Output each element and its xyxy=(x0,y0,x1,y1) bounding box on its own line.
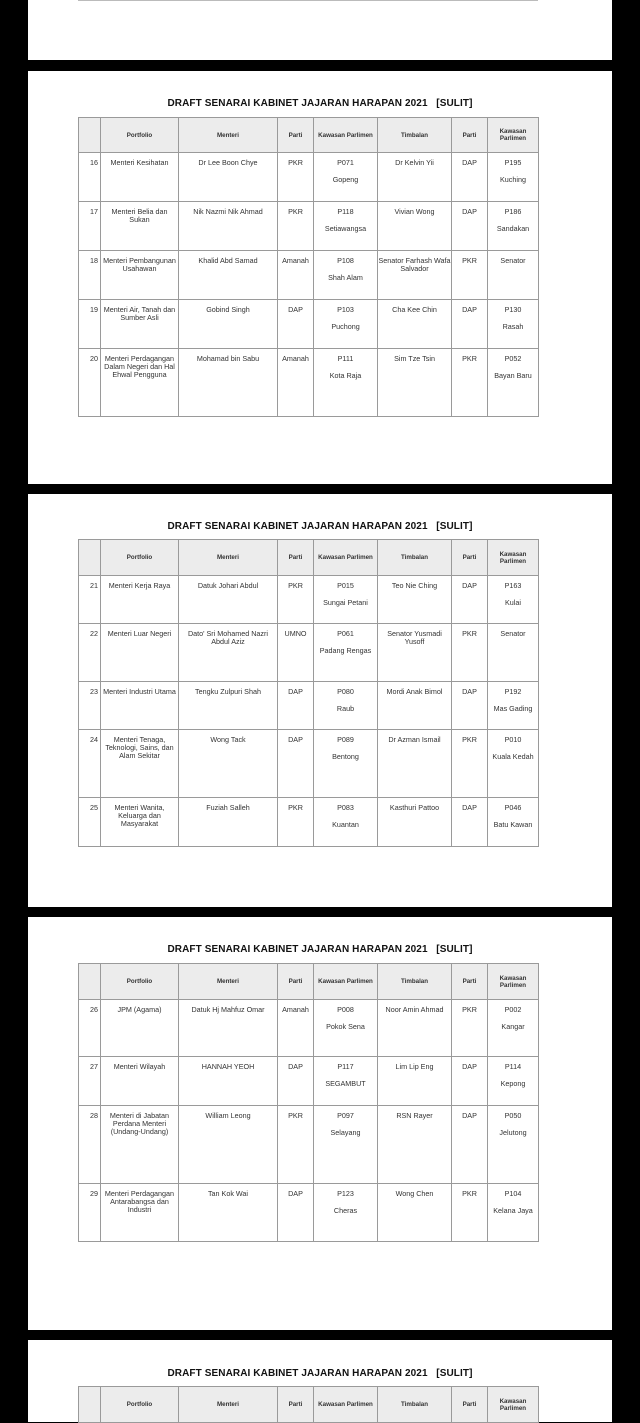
cell-parti-2: DAP xyxy=(452,153,488,202)
header-no xyxy=(79,964,101,1000)
cell-no: 26 xyxy=(79,1000,101,1057)
header-portfolio: Portfolio xyxy=(101,540,179,576)
table-row xyxy=(79,1057,539,1106)
cell-kawasan-2 xyxy=(488,1184,539,1242)
kawasan-name: Kuantan xyxy=(332,820,359,829)
cell-parti: Amanah xyxy=(278,1000,314,1057)
cell-parti: UMNO xyxy=(278,624,314,682)
cell-portfolio: Menteri Tenaga, Teknologi, Sains, dan Alam Sekitar xyxy=(101,730,179,798)
cell-no: 29 xyxy=(79,1184,101,1242)
cell-parti-2: DAP xyxy=(452,798,488,847)
cabinet-table xyxy=(78,1386,539,1423)
kawasan-code: P108 xyxy=(337,256,354,265)
kawasan-name: Raub xyxy=(336,704,355,713)
cell-kawasan xyxy=(314,300,378,349)
header-menteri: Menteri xyxy=(179,964,278,1000)
kawasan-name: Pokok Sena xyxy=(326,1022,365,1031)
cell-parti-2: DAP xyxy=(452,682,488,730)
cell-kawasan-2 xyxy=(488,202,539,251)
cell-portfolio: Menteri Wanita, Keluarga dan Masyarakat xyxy=(101,798,179,847)
table-row xyxy=(79,798,539,847)
kawasan-code: P186 xyxy=(504,207,522,216)
cell-menteri: Dr Lee Boon Chye xyxy=(179,153,278,202)
document-title xyxy=(28,521,612,532)
kawasan-name: Batu Kawan xyxy=(493,820,533,829)
cell-timbalan: Cha Kee Chin xyxy=(378,300,452,349)
cell-portfolio: Menteri di Jabatan Perdana Menteri (Undang-Undang) xyxy=(101,1106,179,1184)
header-menteri: Menteri xyxy=(179,118,278,153)
cell-portfolio: Menteri Belia dan Sukan xyxy=(101,202,179,251)
kawasan-code: P117 xyxy=(337,1062,354,1071)
cell-kawasan-2 xyxy=(488,624,539,682)
header-parti: Parti xyxy=(278,1387,314,1423)
table-row xyxy=(79,624,539,682)
cell-parti: PKR xyxy=(278,202,314,251)
kawasan-code: P103 xyxy=(337,305,354,314)
header-parti-2: Parti xyxy=(452,1387,488,1423)
cell-kawasan-2 xyxy=(488,300,539,349)
cell-timbalan: Senator Yusmadi Yusoff xyxy=(378,624,452,682)
cell-timbalan: Lim Lip Eng xyxy=(378,1057,452,1106)
document-page-1 xyxy=(28,71,612,484)
cell-menteri: William Leong xyxy=(179,1106,278,1184)
kawasan-name: Kangar xyxy=(501,1022,525,1031)
cell-parti-2: DAP xyxy=(452,1106,488,1184)
cell-parti-2: PKR xyxy=(452,1000,488,1057)
kawasan-name: Puchong xyxy=(331,322,360,331)
cell-parti: DAP xyxy=(278,1057,314,1106)
kawasan-name: Kelana Jaya xyxy=(493,1206,533,1215)
header-timbalan: Timbalan xyxy=(378,964,452,1000)
cell-timbalan: Noor Amin Ahmad xyxy=(378,1000,452,1057)
kawasan-code: P071 xyxy=(337,158,354,167)
kawasan-name: Gopeng xyxy=(332,175,359,184)
document-title xyxy=(28,98,612,109)
table-row xyxy=(79,251,539,300)
kawasan-name: Mas Gading xyxy=(493,704,533,713)
header-parti: Parti xyxy=(278,540,314,576)
cell-no: 16 xyxy=(79,153,101,202)
cell-kawasan-2 xyxy=(488,251,539,300)
document-title xyxy=(28,944,612,955)
cell-timbalan: Teo Nie Ching xyxy=(378,576,452,624)
cell-parti: DAP xyxy=(278,300,314,349)
table-row xyxy=(79,202,539,251)
header-row xyxy=(79,540,539,576)
header-timbalan: Timbalan xyxy=(378,1387,452,1423)
table-row xyxy=(79,153,539,202)
cell-kawasan-2 xyxy=(488,798,539,847)
cell-kawasan xyxy=(314,730,378,798)
table-bottom-edge xyxy=(78,0,538,1)
cell-parti-2: PKR xyxy=(452,251,488,300)
cell-kawasan xyxy=(314,1057,378,1106)
header-no xyxy=(79,540,101,576)
cell-timbalan: Senator Farhash Wafa Salvador xyxy=(378,251,452,300)
cell-timbalan: Dr Azman Ismail xyxy=(378,730,452,798)
kawasan-code: P008 xyxy=(337,1005,354,1014)
cell-kawasan xyxy=(314,251,378,300)
cell-parti: Amanah xyxy=(278,251,314,300)
kawasan-code: P089 xyxy=(337,735,354,744)
kawasan-code: Senator xyxy=(500,629,526,638)
header-kawasan: Kawasan Parlimen xyxy=(314,964,378,1000)
kawasan-code: P046 xyxy=(504,803,522,812)
document-tag: [SULIT] xyxy=(436,944,473,955)
kawasan-code: P104 xyxy=(504,1189,522,1198)
cell-no: 27 xyxy=(79,1057,101,1106)
kawasan-name: Padang Rengas xyxy=(319,646,372,655)
kawasan-code: P061 xyxy=(337,629,354,638)
cell-kawasan-2 xyxy=(488,682,539,730)
cell-kawasan xyxy=(314,202,378,251)
cell-parti: DAP xyxy=(278,682,314,730)
cell-kawasan-2 xyxy=(488,576,539,624)
cell-menteri: Wong Tack xyxy=(179,730,278,798)
kawasan-name: Setiawangsa xyxy=(324,224,367,233)
cell-kawasan xyxy=(314,624,378,682)
cell-kawasan-2 xyxy=(488,1106,539,1184)
cell-no: 17 xyxy=(79,202,101,251)
cell-kawasan xyxy=(314,576,378,624)
cell-no: 18 xyxy=(79,251,101,300)
table-row xyxy=(79,682,539,730)
cell-timbalan: Wong Chen xyxy=(378,1184,452,1242)
kawasan-name: Kota Raja xyxy=(329,371,362,380)
cabinet-table xyxy=(78,539,539,847)
document-title-text: DRAFT SENARAI KABINET JAJARAN HARAPAN 2021 xyxy=(167,944,428,955)
header-kawasan: Kawasan Parlimen xyxy=(314,118,378,153)
cell-parti: DAP xyxy=(278,1184,314,1242)
document-page-2 xyxy=(28,494,612,907)
kawasan-code: P130 xyxy=(504,305,522,314)
cell-no: 28 xyxy=(79,1106,101,1184)
header-parti: Parti xyxy=(278,964,314,1000)
kawasan-code: P052 xyxy=(504,354,522,363)
table-row xyxy=(79,1184,539,1242)
cell-kawasan-2 xyxy=(488,730,539,798)
kawasan-code: P111 xyxy=(337,354,354,363)
header-menteri: Menteri xyxy=(179,1387,278,1423)
cell-parti-2: DAP xyxy=(452,202,488,251)
cell-menteri: HANNAH YEOH xyxy=(179,1057,278,1106)
header-kawasan: Kawasan Parlimen xyxy=(314,540,378,576)
cell-kawasan xyxy=(314,798,378,847)
table-row xyxy=(79,1106,539,1184)
table-row xyxy=(79,1000,539,1057)
document-tag: [SULIT] xyxy=(436,521,473,532)
cell-parti-2: PKR xyxy=(452,349,488,417)
cell-portfolio: Menteri Perdagangan Dalam Negeri dan Hal Ehwal Pengguna xyxy=(101,349,179,417)
header-kawasan: Kawasan Parlimen xyxy=(314,1387,378,1423)
cell-menteri: Dato' Sri Mohamed Nazri Abdul Aziz xyxy=(179,624,278,682)
kawasan-code: P163 xyxy=(504,581,522,590)
kawasan-name: SEGAMBUT xyxy=(325,1079,366,1088)
header-row xyxy=(79,1387,539,1423)
kawasan-code: P192 xyxy=(504,687,522,696)
header-portfolio: Portfolio xyxy=(101,1387,179,1423)
cell-portfolio: Menteri Industri Utama xyxy=(101,682,179,730)
table-row xyxy=(79,576,539,624)
header-parti-2: Parti xyxy=(452,540,488,576)
cell-kawasan xyxy=(314,682,378,730)
kawasan-code: P015 xyxy=(337,581,354,590)
cell-parti-2: DAP xyxy=(452,576,488,624)
kawasan-name: Bentong xyxy=(332,752,359,761)
table-row xyxy=(79,349,539,417)
kawasan-code: Senator xyxy=(500,256,526,265)
cell-kawasan xyxy=(314,349,378,417)
kawasan-name: Kuala Kedah xyxy=(492,752,534,761)
cell-kawasan-2 xyxy=(488,153,539,202)
cell-portfolio: Menteri Perdagangan Antarabangsa dan Industri xyxy=(101,1184,179,1242)
header-timbalan: Timbalan xyxy=(378,540,452,576)
kawasan-name: Shah Alam xyxy=(328,273,363,282)
kawasan-code: P050 xyxy=(504,1111,522,1120)
cell-menteri: Tan Kok Wai xyxy=(179,1184,278,1242)
kawasan-name: Cheras xyxy=(333,1206,358,1215)
kawasan-code: P114 xyxy=(504,1062,522,1071)
header-portfolio: Portfolio xyxy=(101,118,179,153)
cell-portfolio: Menteri Pembangunan Usahawan xyxy=(101,251,179,300)
cell-parti-2: DAP xyxy=(452,1057,488,1106)
header-parti: Parti xyxy=(278,118,314,153)
kawasan-name: Jelutong xyxy=(499,1128,527,1137)
cell-portfolio: Menteri Air, Tanah dan Sumber Asli xyxy=(101,300,179,349)
header-no xyxy=(79,118,101,153)
cell-timbalan: Kasthuri Pattoo xyxy=(378,798,452,847)
cell-timbalan: Vivian Wong xyxy=(378,202,452,251)
cell-parti: DAP xyxy=(278,730,314,798)
kawasan-name: Kepong xyxy=(500,1079,526,1088)
cell-menteri: Mohamad bin Sabu xyxy=(179,349,278,417)
cell-portfolio: JPM (Agama) xyxy=(101,1000,179,1057)
header-row xyxy=(79,118,539,153)
kawasan-code: P097 xyxy=(337,1111,354,1120)
kawasan-code: P002 xyxy=(504,1005,522,1014)
kawasan-name: Kulai xyxy=(505,598,521,607)
cell-parti: PKR xyxy=(278,153,314,202)
cell-kawasan xyxy=(314,1184,378,1242)
document-page-4 xyxy=(28,1340,612,1422)
cell-parti: PKR xyxy=(278,1106,314,1184)
cell-parti: Amanah xyxy=(278,349,314,417)
cell-timbalan: RSN Rayer xyxy=(378,1106,452,1184)
cell-parti-2: PKR xyxy=(452,1184,488,1242)
document-title-text: DRAFT SENARAI KABINET JAJARAN HARAPAN 2021 xyxy=(167,521,428,532)
cell-no: 20 xyxy=(79,349,101,417)
header-parti-2: Parti xyxy=(452,118,488,153)
cell-kawasan xyxy=(314,1000,378,1057)
cell-menteri: Tengku Zulpuri Shah xyxy=(179,682,278,730)
document-page-previous xyxy=(28,0,612,60)
cell-parti-2: PKR xyxy=(452,624,488,682)
cell-timbalan: Mordi Anak Bimol xyxy=(378,682,452,730)
document-title xyxy=(28,1368,612,1379)
kawasan-name: Bayan Baru xyxy=(494,371,532,380)
cell-portfolio: Menteri Luar Negeri xyxy=(101,624,179,682)
cell-portfolio: Menteri Wilayah xyxy=(101,1057,179,1106)
cell-parti: PKR xyxy=(278,798,314,847)
cell-parti-2: PKR xyxy=(452,730,488,798)
kawasan-name: Rasah xyxy=(502,322,524,331)
cell-kawasan-2 xyxy=(488,1000,539,1057)
header-kawasan-2: Kawasan Parlimen xyxy=(488,118,539,153)
cell-menteri: Datuk Hj Mahfuz Omar xyxy=(179,1000,278,1057)
cell-no: 25 xyxy=(79,798,101,847)
cabinet-table xyxy=(78,117,539,417)
cell-no: 22 xyxy=(79,624,101,682)
header-kawasan-2: Kawasan Parlimen xyxy=(488,964,539,1000)
kawasan-name: Sandakan xyxy=(496,224,530,233)
header-kawasan-2: Kawasan Parlimen xyxy=(488,1387,539,1423)
cell-menteri: Khalid Abd Samad xyxy=(179,251,278,300)
header-row xyxy=(79,964,539,1000)
cell-no: 23 xyxy=(79,682,101,730)
kawasan-code: P010 xyxy=(504,735,522,744)
kawasan-name: Selayang xyxy=(330,1128,361,1137)
kawasan-name: Sungai Petani xyxy=(323,598,368,607)
header-timbalan: Timbalan xyxy=(378,118,452,153)
cell-kawasan xyxy=(314,1106,378,1184)
header-kawasan-2: Kawasan Parlimen xyxy=(488,540,539,576)
table-row xyxy=(79,730,539,798)
header-portfolio: Portfolio xyxy=(101,964,179,1000)
kawasan-code: P123 xyxy=(337,1189,354,1198)
document-tag: [SULIT] xyxy=(436,1368,473,1379)
header-no xyxy=(79,1387,101,1423)
cell-kawasan xyxy=(314,153,378,202)
cell-menteri: Fuziah Salleh xyxy=(179,798,278,847)
cabinet-table xyxy=(78,963,539,1242)
cell-timbalan: Sim Tze Tsin xyxy=(378,349,452,417)
cell-menteri: Datuk Johari Abdul xyxy=(179,576,278,624)
header-menteri: Menteri xyxy=(179,540,278,576)
kawasan-code: P083 xyxy=(337,803,354,812)
cell-parti-2: DAP xyxy=(452,300,488,349)
cell-portfolio: Menteri Kesihatan xyxy=(101,153,179,202)
document-page-3 xyxy=(28,917,612,1330)
header-parti-2: Parti xyxy=(452,964,488,1000)
kawasan-code: P080 xyxy=(337,687,354,696)
cell-kawasan-2 xyxy=(488,1057,539,1106)
document-tag: [SULIT] xyxy=(436,98,473,109)
kawasan-code: P118 xyxy=(337,207,354,216)
kawasan-code: P195 xyxy=(504,158,522,167)
cell-menteri: Gobind Singh xyxy=(179,300,278,349)
cell-portfolio: Menteri Kerja Raya xyxy=(101,576,179,624)
cell-no: 24 xyxy=(79,730,101,798)
table-row xyxy=(79,300,539,349)
cell-no: 21 xyxy=(79,576,101,624)
document-title-text: DRAFT SENARAI KABINET JAJARAN HARAPAN 2021 xyxy=(167,1368,428,1379)
cell-no: 19 xyxy=(79,300,101,349)
document-title-text: DRAFT SENARAI KABINET JAJARAN HARAPAN 2021 xyxy=(167,98,428,109)
cell-kawasan-2 xyxy=(488,349,539,417)
cell-parti: PKR xyxy=(278,576,314,624)
cell-menteri: Nik Nazmi Nik Ahmad xyxy=(179,202,278,251)
cell-timbalan: Dr Kelvin Yii xyxy=(378,153,452,202)
kawasan-name: Kuching xyxy=(500,175,526,184)
